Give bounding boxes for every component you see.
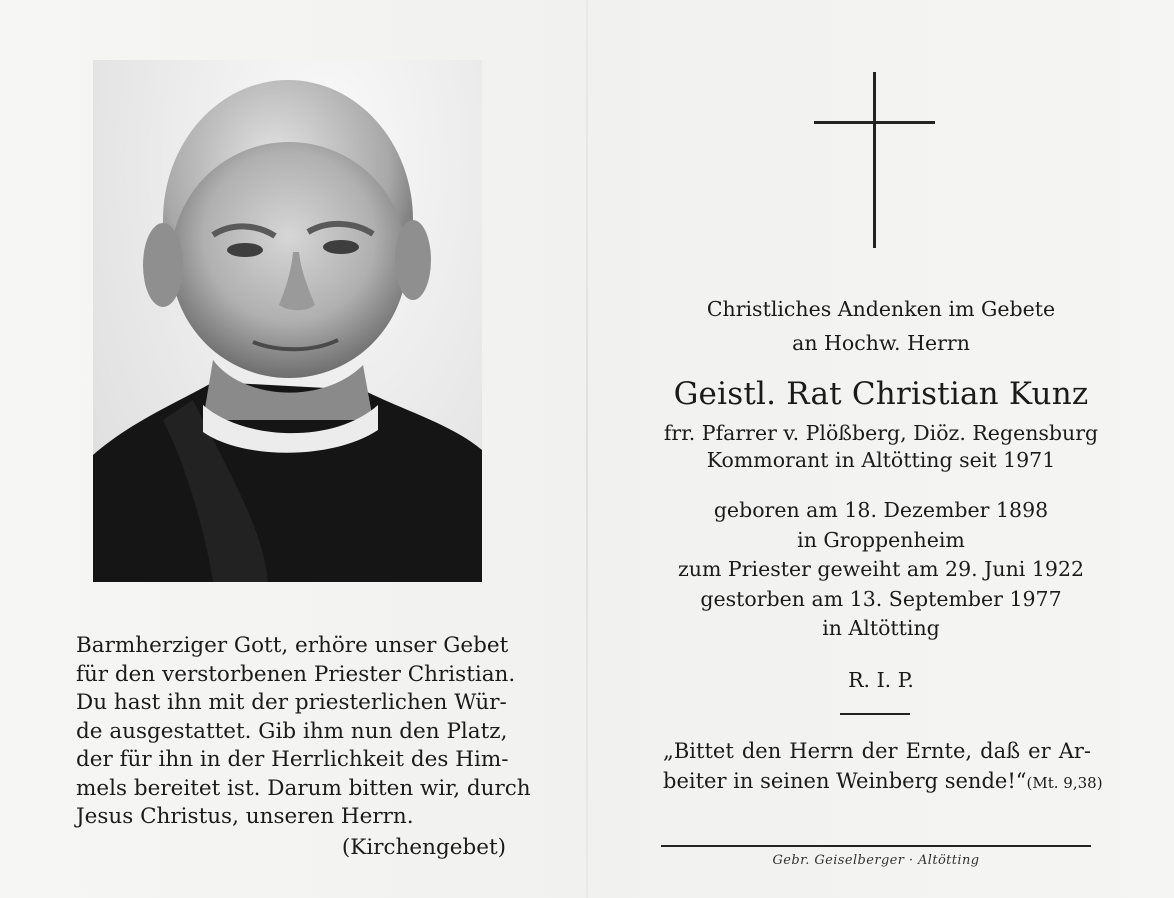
prayer-line: mels bereitet ist. Darum bitten wir, durch bbox=[76, 775, 531, 801]
role-line: frr. Pfarrer v. Plößberg, Diöz. Regensburg bbox=[663, 421, 1099, 445]
prayer-text bbox=[76, 632, 531, 862]
divider-short bbox=[840, 713, 910, 715]
date-line: gestorben am 13. September 1977 bbox=[700, 586, 1062, 611]
intro-line: Christliches Andenken im Gebete bbox=[706, 297, 1056, 321]
portrait-illustration bbox=[93, 60, 482, 582]
prayer-line: Barmherziger Gott, erhöre unser Gebet bbox=[76, 633, 509, 658]
deceased-name: Geistl. Rat Christian Kunz bbox=[673, 376, 1089, 412]
prayer-line: Jesus Christus, unseren Herrn. bbox=[76, 804, 414, 829]
quote-line: „Bittet den Herrn der Ernte, daß er Ar- bbox=[663, 739, 1091, 763]
divider-long bbox=[661, 845, 1091, 847]
cross-icon-horizontal bbox=[814, 121, 935, 124]
rip-text: R. I. P. bbox=[848, 668, 914, 692]
life-dates bbox=[588, 496, 1174, 644]
prayer-source: (Kirchengebet) bbox=[341, 834, 506, 860]
quote-line-2 bbox=[663, 766, 1103, 798]
quote-text: beiter in seinen Weinberg sende!“ bbox=[663, 769, 1027, 793]
quote-reference: (Mt. 9,38) bbox=[1026, 774, 1103, 792]
intro-line: an Hochw. Herrn bbox=[792, 331, 970, 355]
intro-heading bbox=[588, 292, 1174, 360]
date-line: in Altötting bbox=[822, 616, 940, 640]
date-line: zum Priester geweiht am 29. Juni 1922 bbox=[677, 557, 1085, 581]
bible-quote bbox=[663, 736, 1103, 798]
cross-icon-vertical bbox=[873, 72, 876, 248]
portrait-photo bbox=[93, 60, 482, 582]
printer-credit: Gebr. Geiselberger · Altötting bbox=[772, 853, 980, 868]
prayer-line: de ausgestattet. Gib ihm nun den Platz, bbox=[76, 718, 508, 744]
prayer-line: Du hast ihn mit der priesterlichen Wür- bbox=[76, 690, 507, 715]
role-line: Kommorant in Altötting seit 1971 bbox=[706, 448, 1056, 472]
prayer-line: für den verstorbenen Priester Christian. bbox=[76, 661, 516, 687]
date-line: geboren am 18. Dezember 1898 bbox=[713, 498, 1049, 522]
date-line: in Groppenheim bbox=[797, 527, 965, 552]
prayer-line: der für ihn in der Herrlichkeit des Him- bbox=[76, 747, 509, 772]
deceased-role bbox=[588, 420, 1174, 474]
